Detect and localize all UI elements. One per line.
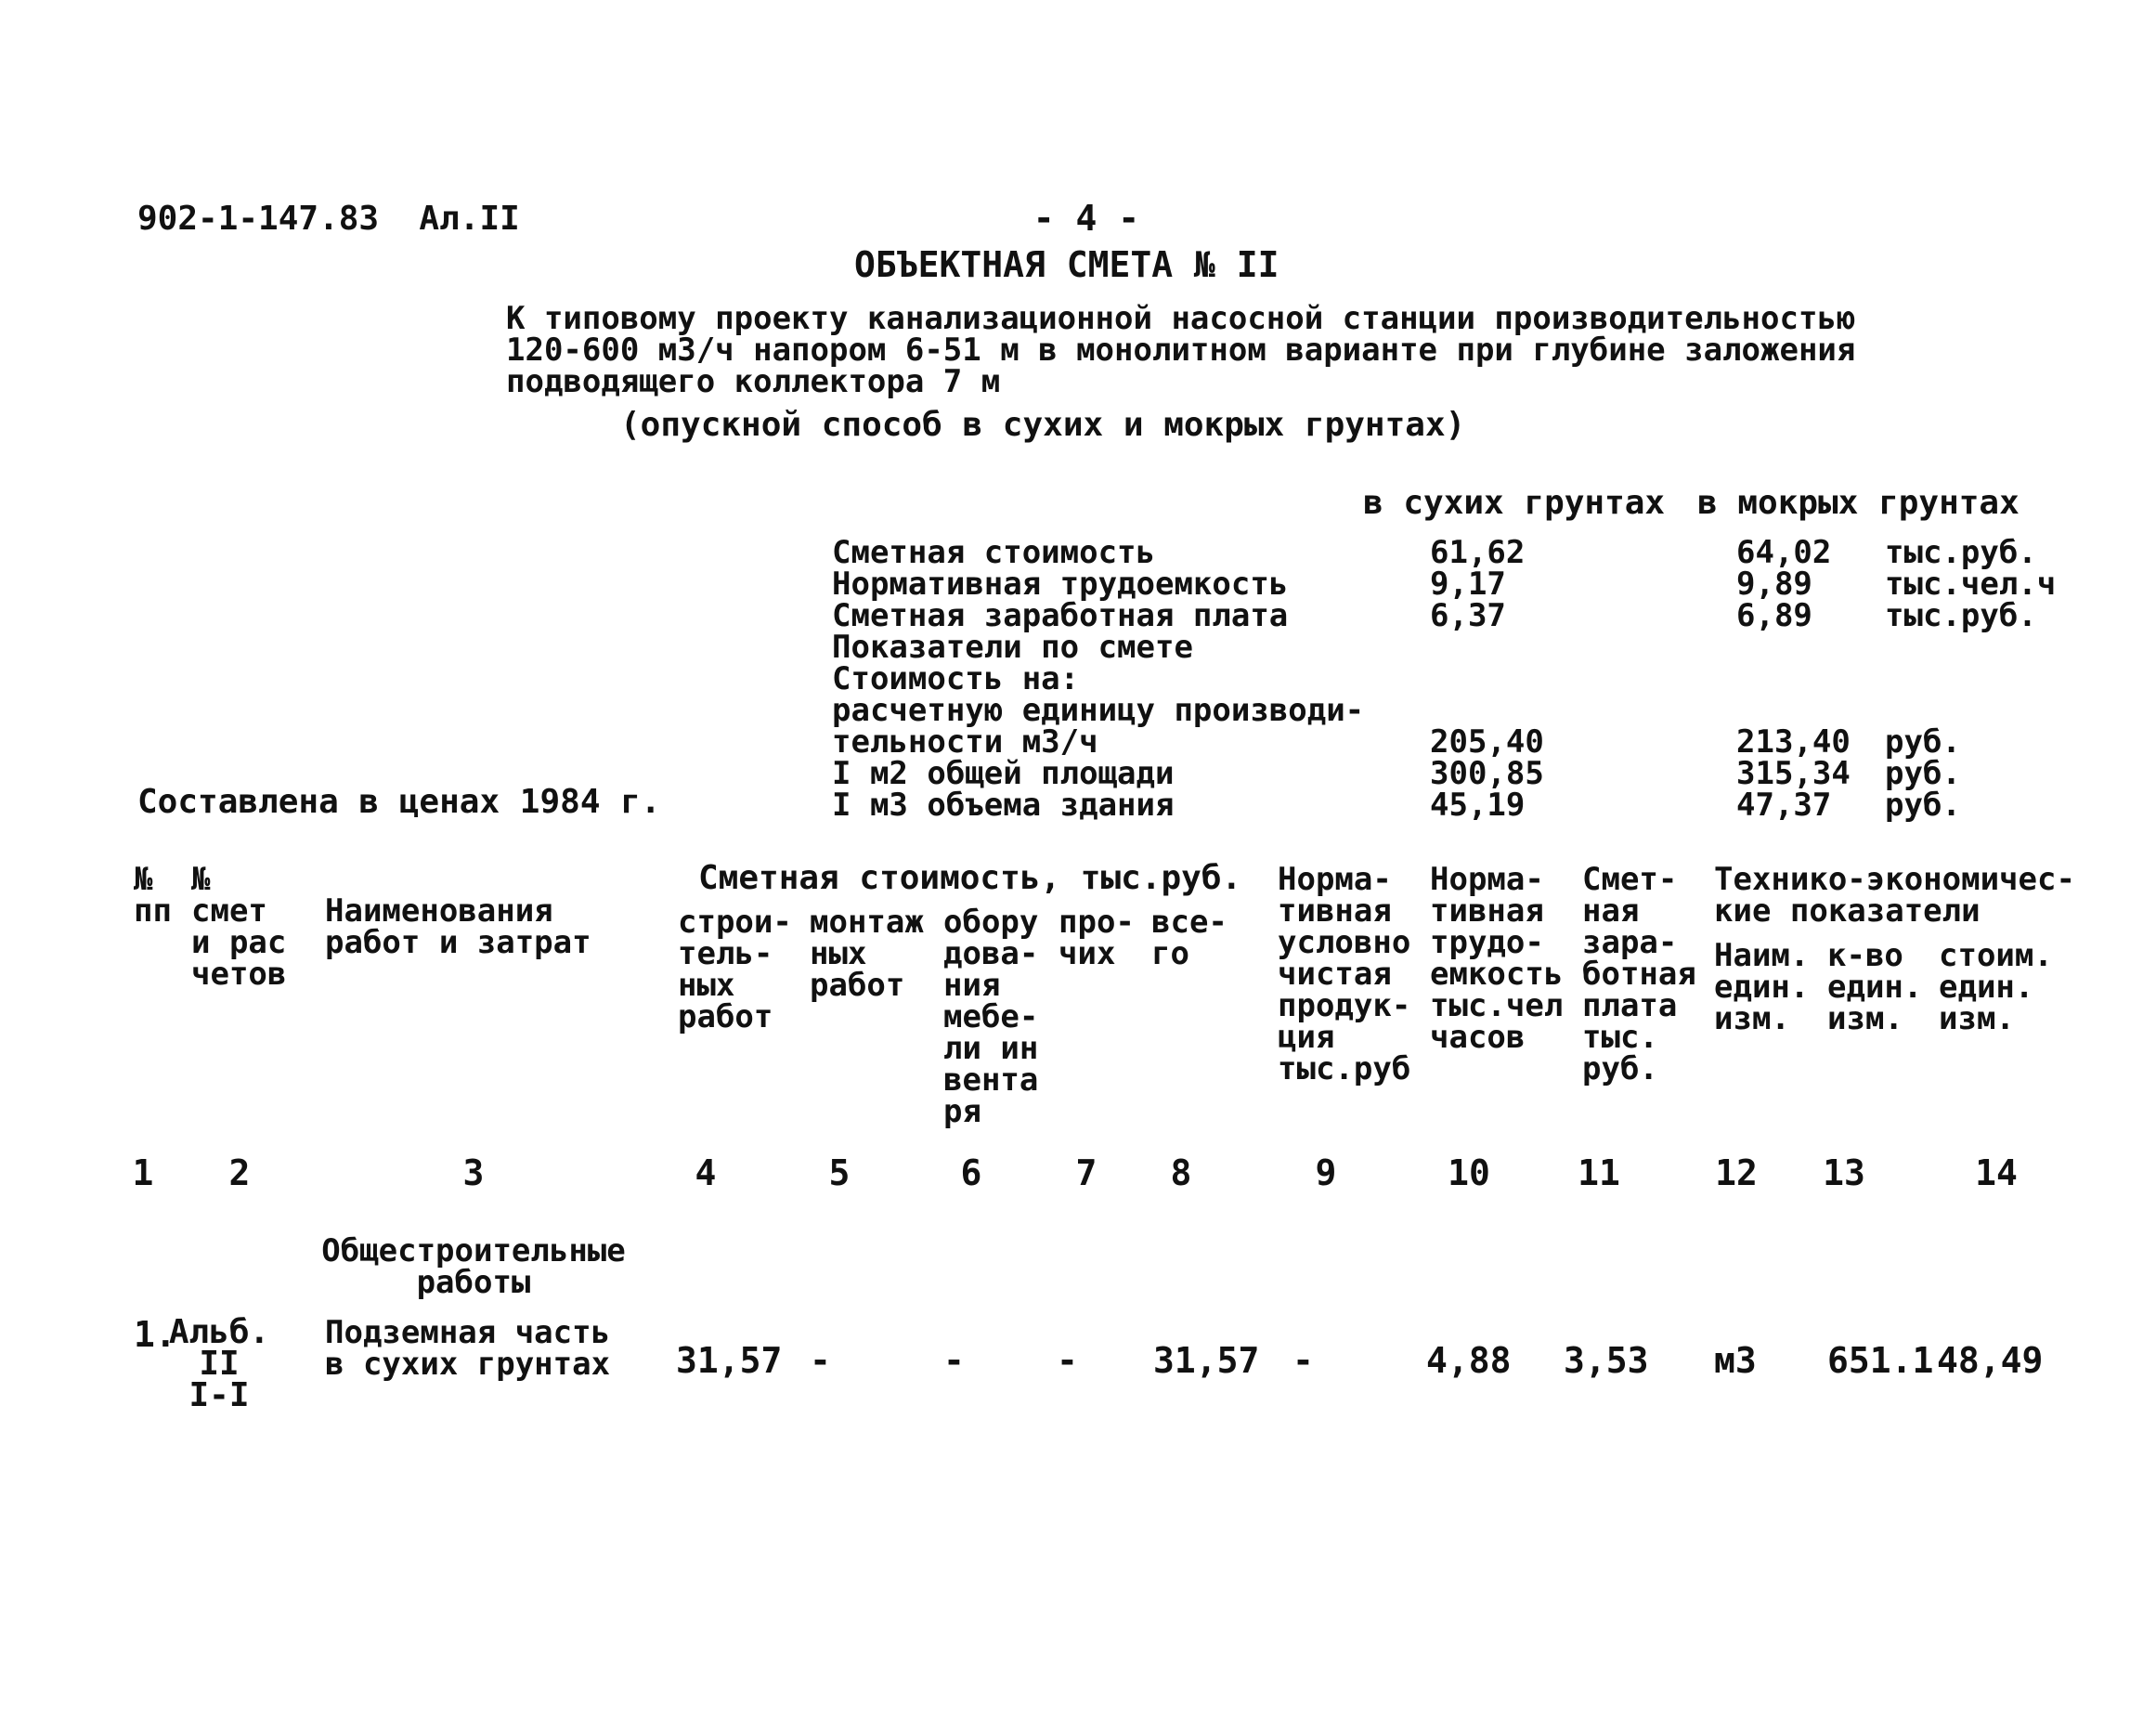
document-subtitle: К типовому проекту канализационной насосной станции производительностью 120-600 м3/ч напором 6-51 м в монолитном варианте при глубине заложения подводящего коллектора 7 м: [506, 300, 1856, 400]
prices-note: Составлена в ценах 1984 г.: [137, 783, 661, 821]
document-code: 902-1-147.83 Ал.II: [137, 200, 520, 238]
summary-row-label: Стоимость на:: [832, 660, 1080, 697]
header-row-number: № пп: [134, 861, 172, 930]
summary-row-dry: 61,62: [1430, 534, 1526, 571]
column-number: 9: [1315, 1152, 1337, 1193]
summary-row-label: I м3 объема здания: [832, 787, 1175, 824]
cell-installation: -: [810, 1340, 831, 1381]
column-number: 2: [228, 1152, 251, 1193]
cell-quantity: 651.1: [1827, 1340, 1934, 1381]
summary-row-wet: 9,89: [1736, 566, 1812, 603]
header-tech-group: Технико-экономичес- кие показатели: [1714, 861, 2075, 930]
summary-row-wet: 315,34: [1736, 755, 1851, 792]
summary-row-wet: 47,37: [1736, 787, 1832, 824]
cell-unit: м3: [1714, 1340, 1757, 1381]
cell-wages: 3,53: [1564, 1340, 1649, 1381]
header-unit-cost: стоим. един. изм.: [1939, 937, 2053, 1037]
summary-row-dry: 205,40: [1430, 723, 1544, 761]
summary-row-dry: 6,37: [1430, 597, 1506, 634]
summary-row-label: Сметная заработная плата: [832, 597, 1289, 634]
header-installation: монтаж ных работ: [810, 904, 924, 1004]
column-number: 14: [1975, 1152, 2018, 1193]
summary-row-unit: руб.: [1885, 755, 1961, 792]
cell-net-production: -: [1292, 1340, 1314, 1381]
header-total: все- го: [1151, 904, 1227, 972]
header-net-production: Норма- тивная условно чистая продук- ция тыс.руб: [1278, 861, 1411, 1087]
summary-row-unit: тыс.руб.: [1885, 534, 2037, 571]
column-number: 10: [1448, 1152, 1490, 1193]
cell-estimate-ref: Альб. II I-I: [168, 1313, 270, 1414]
column-number: 11: [1578, 1152, 1620, 1193]
summary-row-label: расчетную единицу производи-: [832, 692, 1365, 729]
header-unit-name: Наим. един. изм.: [1714, 937, 1810, 1037]
column-number: 7: [1075, 1152, 1097, 1193]
column-number: 12: [1715, 1152, 1758, 1193]
column-number: 4: [695, 1152, 717, 1193]
summary-row-unit: тыс.чел.ч: [1885, 566, 2057, 603]
section-title: Общестроительные работы: [321, 1232, 626, 1301]
cell-construction: 31,57: [676, 1340, 783, 1381]
header-other: про- чих: [1059, 904, 1135, 972]
column-number: 13: [1823, 1152, 1865, 1193]
method-note: (опускной способ в сухих и мокрых грунтах): [620, 406, 1466, 444]
summary-row-wet: 6,89: [1736, 597, 1812, 634]
summary-col-wet: в мокрых грунтах: [1697, 484, 2020, 522]
column-number: 1: [132, 1152, 154, 1193]
summary-row-dry: 300,85: [1430, 755, 1544, 792]
cell-unit-cost: 48,49: [1937, 1340, 2044, 1381]
summary-row-label: Показатели по смете: [832, 629, 1193, 666]
cell-row-number: 1.: [134, 1314, 176, 1355]
summary-row-label: I м2 общей площади: [832, 755, 1175, 792]
header-equipment: обору дова- ния мебе- ли ин вента ря: [943, 904, 1039, 1130]
cell-total: 31,57: [1153, 1340, 1260, 1381]
page-number: - 4 -: [1033, 198, 1140, 239]
header-unit-quantity: к-во един. изм.: [1827, 937, 1923, 1037]
column-number: 8: [1170, 1152, 1192, 1193]
summary-row-label: тельности м3/ч: [832, 723, 1098, 761]
header-work-name: Наименования работ и затрат: [325, 892, 591, 961]
summary-row-label: Нормативная трудоемкость: [832, 566, 1289, 603]
document-title: ОБЪЕКТНАЯ СМЕТА № II: [854, 244, 1279, 285]
summary-row-dry: 9,17: [1430, 566, 1506, 603]
header-cost-group: Сметная стоимость, тыс.руб.: [698, 859, 1242, 897]
summary-row-label: Сметная стоимость: [832, 534, 1155, 571]
column-number: 5: [828, 1152, 851, 1193]
summary-row-wet: 213,40: [1736, 723, 1851, 761]
header-estimate-ref: № смет и рас четов: [191, 861, 287, 993]
header-construction: строи- тель- ных работ: [678, 904, 792, 1035]
header-wages: Смет- ная зара- ботная плата тыс. руб.: [1582, 861, 1696, 1087]
summary-row-unit: тыс.руб.: [1885, 597, 2037, 634]
header-labor: Норма- тивная трудо- емкость тыс.чел часов: [1430, 861, 1564, 1056]
cell-other: -: [1057, 1340, 1078, 1381]
cell-labor: 4,88: [1426, 1340, 1512, 1381]
cell-work-name: Подземная часть в сухих грунтах: [325, 1314, 611, 1383]
summary-row-unit: руб.: [1885, 787, 1961, 824]
summary-row-wet: 64,02: [1736, 534, 1832, 571]
summary-row-dry: 45,19: [1430, 787, 1526, 824]
summary-col-dry: в сухих грунтах: [1363, 484, 1666, 522]
column-number: 6: [960, 1152, 982, 1193]
summary-row-unit: руб.: [1885, 723, 1961, 761]
column-number: 3: [462, 1152, 485, 1193]
cell-equipment: -: [943, 1340, 965, 1381]
